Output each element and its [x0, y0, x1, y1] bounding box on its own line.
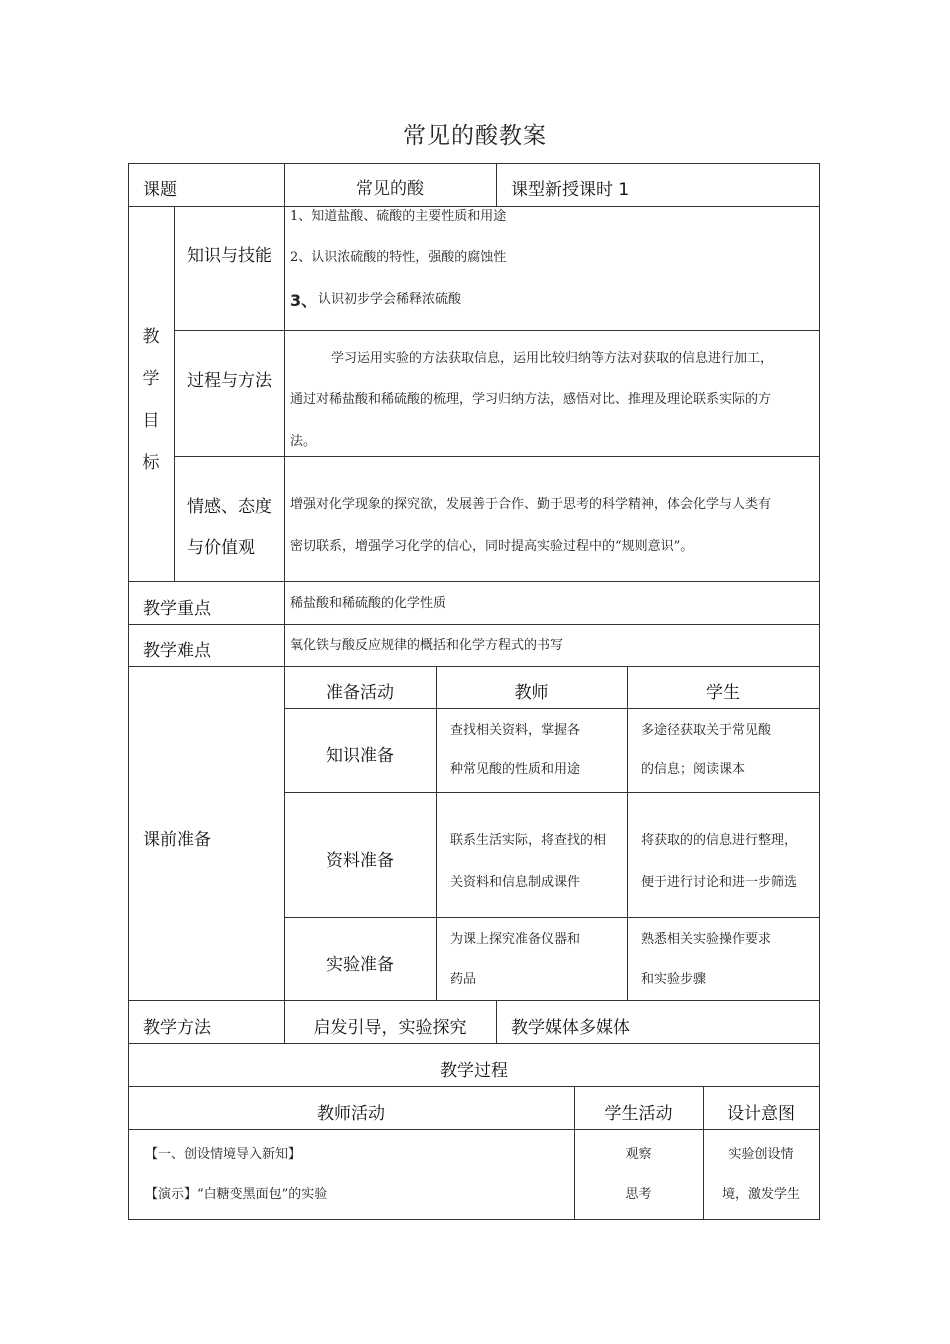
- key-point-value: 稀盐酸和稀硫酸的化学性质: [290, 596, 447, 611]
- process-line-2: 通过对稀盐酸和稀硫酸的梳理，学习归纳方法，感悟对比、推理及理论联系实际的方: [290, 392, 772, 407]
- emotion-label: 情感、态度与价值观: [187, 497, 272, 558]
- objectives-label-text: 教 学 目 标: [142, 327, 160, 473]
- prep-row-knowledge: 知识准备: [326, 746, 394, 766]
- difficulty-value: 氧化铁与酸反应规律的概括和化学方程式的书写: [290, 638, 564, 653]
- prep-experiment-student-1: 熟悉相关实验操作要求: [641, 932, 772, 947]
- emotion-line-2: 密切联系，增强学习化学的信心，同时提高实验过程中的“规则意识”。: [290, 539, 694, 554]
- prep-materials-student-2: 便于进行讨论和进一步筛选: [641, 875, 798, 890]
- method-value: 启发引导，实验探究: [313, 1018, 467, 1038]
- media-value: 教学媒体多媒体: [511, 1018, 630, 1038]
- process-header-teacher: 教师活动: [317, 1104, 385, 1124]
- prep-experiment-teacher-2: 药品: [450, 972, 477, 987]
- process-student-line-2: 思考: [625, 1187, 652, 1202]
- topic-value: 常见的酸: [356, 179, 424, 199]
- knowledge-line-3-number: 3、: [290, 291, 318, 310]
- prep-knowledge-student-1: 多途径获取关于常见酸: [641, 723, 772, 738]
- method-label: 教学方法: [143, 1018, 211, 1038]
- prep-materials-teacher-1: 联系生活实际，将查找的相: [450, 833, 607, 848]
- prep-header-teacher: 教师: [514, 683, 549, 703]
- knowledge-line-1: 1、知道盐酸、硫酸的主要性质和用途: [290, 209, 507, 224]
- prep-row-materials: 资料准备: [326, 851, 394, 871]
- process-teacher-line-2: 【演示】“白糖变黑面包”的实验: [145, 1187, 328, 1202]
- knowledge-label: 知识与技能: [187, 246, 272, 266]
- prep-materials-teacher-2: 关资料和信息制成课件: [450, 875, 581, 890]
- document-title: 常见的酸教案: [403, 123, 547, 149]
- prep-knowledge-student-2: 的信息；阅读课本: [641, 762, 746, 777]
- process-teacher-line-1: 【一、创设情境导入新知】: [145, 1147, 302, 1162]
- prep-knowledge-teacher-2: 种常见酸的性质和用途: [450, 762, 581, 777]
- prep-materials-student-1: 将获取的的信息进行整理，: [641, 833, 798, 848]
- lesson-type: 课型新授课时 1: [511, 180, 630, 200]
- process-intent-line-2: 境，激发学生: [721, 1187, 800, 1202]
- knowledge-line-2: 2、认识浓硫酸的特性，强酸的腐蚀性: [290, 250, 507, 265]
- prep-label: 课前准备: [143, 830, 211, 850]
- difficulty-label: 教学难点: [143, 641, 211, 661]
- process-line-1: 学习运用实验的方法获取信息，运用比较归纳等方法对获取的信息进行加工，: [331, 351, 774, 366]
- knowledge-line-3: 认识初步学会稀释浓硫酸: [318, 292, 462, 307]
- process-title: 教学过程: [440, 1061, 508, 1081]
- emotion-line-1: 增强对化学现象的探究欲，发展善于合作、勤于思考的科学精神，体会化学与人类有: [290, 497, 772, 512]
- topic-label: 课题: [143, 180, 177, 200]
- prep-header-student: 学生: [706, 683, 740, 703]
- process-intent-line-1: 实验创设情: [728, 1147, 794, 1162]
- process-line-3: 法。: [290, 434, 317, 449]
- process-label: 过程与方法: [187, 371, 272, 391]
- process-header-student: 学生活动: [604, 1104, 673, 1124]
- process-student-line-1: 观察: [625, 1147, 652, 1162]
- prep-experiment-student-2: 和实验步骤: [641, 972, 707, 987]
- objectives-label: [141, 316, 161, 484]
- prep-knowledge-teacher-1: 查找相关资料，掌握各: [450, 723, 581, 738]
- process-header-intent: 设计意图: [727, 1104, 795, 1124]
- key-point-label: 教学重点: [143, 599, 211, 619]
- prep-header-activity: 准备活动: [326, 683, 394, 703]
- prep-row-experiment: 实验准备: [326, 955, 394, 975]
- prep-experiment-teacher-1: 为课上探究准备仪器和: [450, 932, 581, 947]
